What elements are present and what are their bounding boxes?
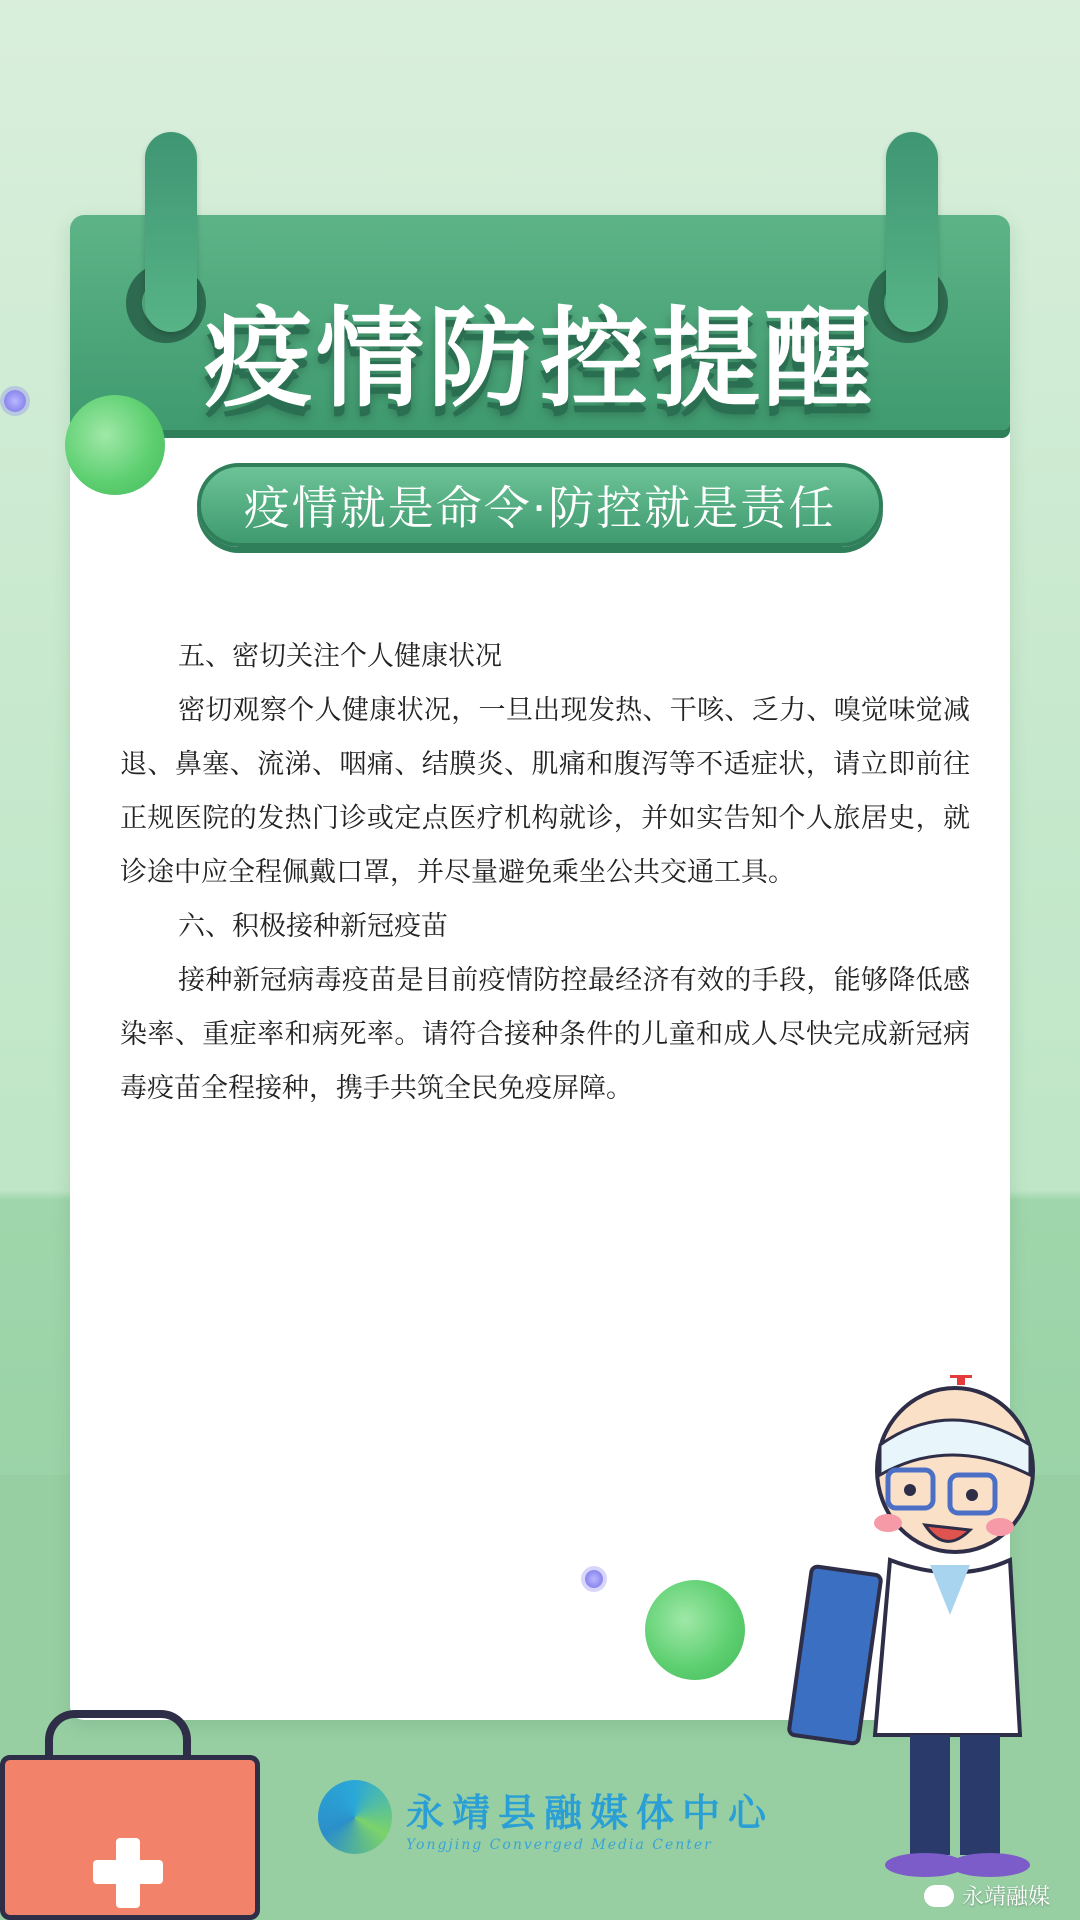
cross-icon-v bbox=[116, 1838, 140, 1908]
wechat-icon bbox=[924, 1885, 954, 1907]
logo-chinese-name: 永靖县融媒体中心 bbox=[406, 1790, 775, 1835]
subtitle-banner bbox=[197, 463, 883, 547]
virus-icon bbox=[645, 1580, 745, 1680]
virus-icon-small bbox=[4, 390, 26, 412]
section-paragraph: 接种新冠病毒疫苗是目前疫情防控最经济有效的手段，能够降低感染率、重症率和病死率。请符合接种条件的儿童和成人尽快完成新冠病毒疫苗全程接种，携手共筑全民免疫屏障。 bbox=[120, 965, 970, 1104]
media-center-logo bbox=[318, 1780, 774, 1854]
logo-english-name: Yongjing Converged Media Center bbox=[406, 1836, 713, 1853]
medical-kit-illustration bbox=[0, 1755, 260, 1920]
article-body bbox=[120, 630, 970, 1116]
virus-icon bbox=[65, 395, 165, 495]
wechat-watermark bbox=[924, 1880, 1050, 1911]
doctor-illustration bbox=[780, 1375, 1080, 1895]
logo-icon bbox=[318, 1780, 392, 1854]
subtitle-text: 疫情就是命令·防控就是责任 bbox=[243, 481, 837, 535]
virus-icon-small bbox=[585, 1570, 603, 1588]
section-heading: 五、密切关注个人健康状况 bbox=[178, 641, 502, 672]
section-heading: 六、积极接种新冠疫苗 bbox=[178, 911, 448, 942]
watermark-text: 永靖融媒 bbox=[961, 1885, 1050, 1910]
section-paragraph: 密切观察个人健康状况，一旦出现发热、干咳、乏力、嗅觉味觉减退、鼻塞、流涕、咽痛、结膜炎、肌痛和腹泻等不适症状，请立即前往正规医院的发热门诊或定点医疗机构就诊，并如实告知个人旅居史，就诊途中应全程佩戴口罩，并尽量避免乘坐公共交通工具。 bbox=[120, 695, 970, 888]
page-title: 疫情防控提醒 bbox=[203, 297, 876, 422]
